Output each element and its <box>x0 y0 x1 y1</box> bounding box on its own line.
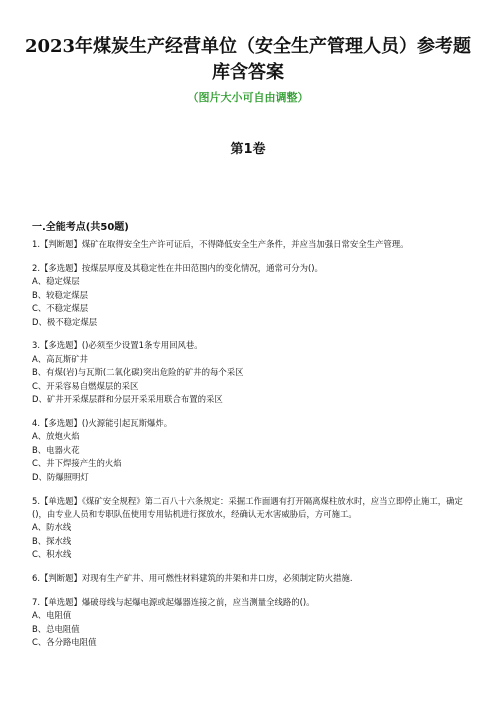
document-title: 2023年煤炭生产经营单位（安全生产管理人员）参考题库含答案 <box>24 36 472 83</box>
option-c: C、开采容易自燃煤层的采区 <box>32 380 139 391</box>
option-a: A、放炮火焰 <box>32 431 80 442</box>
question-stem: 6.【判断题】对现有生产矿井、用可燃性材料建筑的井架和井口房，必须制定防火措施. <box>32 573 353 584</box>
question-stem: 1.【判断题】煤矿在取得安全生产许可证后，不得降低安全生产条件，并应当加强日常安全生产管理。 <box>32 239 409 249</box>
question-stem: 4.【多选题】()火源能引起瓦斯爆炸。 <box>32 417 173 428</box>
question-1 <box>32 238 468 251</box>
question-5 <box>32 495 468 562</box>
option-c: C、各分路电阻值 <box>32 637 97 648</box>
document-subtitle: （图片大小可自由调整） <box>187 91 309 104</box>
option-a: A、稳定煤层 <box>32 276 80 287</box>
question-6 <box>32 572 468 585</box>
question-list <box>32 238 468 660</box>
question-7 <box>32 596 468 650</box>
question-stem: 3.【多选题】()必须至少设置1条专用回风巷。 <box>32 340 203 351</box>
option-d: D、极不稳定煤层 <box>32 316 98 327</box>
option-b: B、电器火花 <box>32 444 80 455</box>
question-4 <box>32 417 468 484</box>
question-stem: 7.【单选题】爆破母线与起爆电源或起爆器连接之前，应当测量全线路的()。 <box>32 596 315 607</box>
option-c: C、积水线 <box>32 549 72 560</box>
question-stem: 2.【多选题】按煤层厚度及其稳定性在井田范围内的变化情况，通常可分为()。 <box>32 262 323 273</box>
option-d: D、矿井开采煤层群和分层开采采用联合布置的采区 <box>32 394 223 405</box>
volume-title: 第1卷 <box>230 142 266 157</box>
option-c: C、井下焊接产生的火焰 <box>32 458 122 469</box>
option-b: B、总电阻值 <box>32 623 80 634</box>
question-2 <box>32 262 468 329</box>
option-b: B、较稳定煤层 <box>32 289 88 300</box>
option-a: A、电阻值 <box>32 610 72 621</box>
option-b: B、探水线 <box>32 535 72 546</box>
option-a: A、防水线 <box>32 522 72 533</box>
question-stem: 5.【单选题】《煤矿安全规程》第二百八十六条规定：采掘工作面遇有打开隔离煤柱放水时，应当立即停止施工，确定()，由专业人员和专职队伍使用专用钻机进行探放水，经确认无水害威胁后，方可施工。 <box>32 495 463 519</box>
option-a: A、高瓦斯矿井 <box>32 353 88 364</box>
section-title: 一.全能考点(共50题) <box>32 222 129 233</box>
question-3 <box>32 339 468 406</box>
option-c: C、不稳定煤层 <box>32 303 89 314</box>
option-b: B、有煤(岩)与瓦斯(二氧化碳)突出危险的矿井的每个采区 <box>32 367 244 378</box>
option-d: D、防爆照明灯 <box>32 471 89 482</box>
